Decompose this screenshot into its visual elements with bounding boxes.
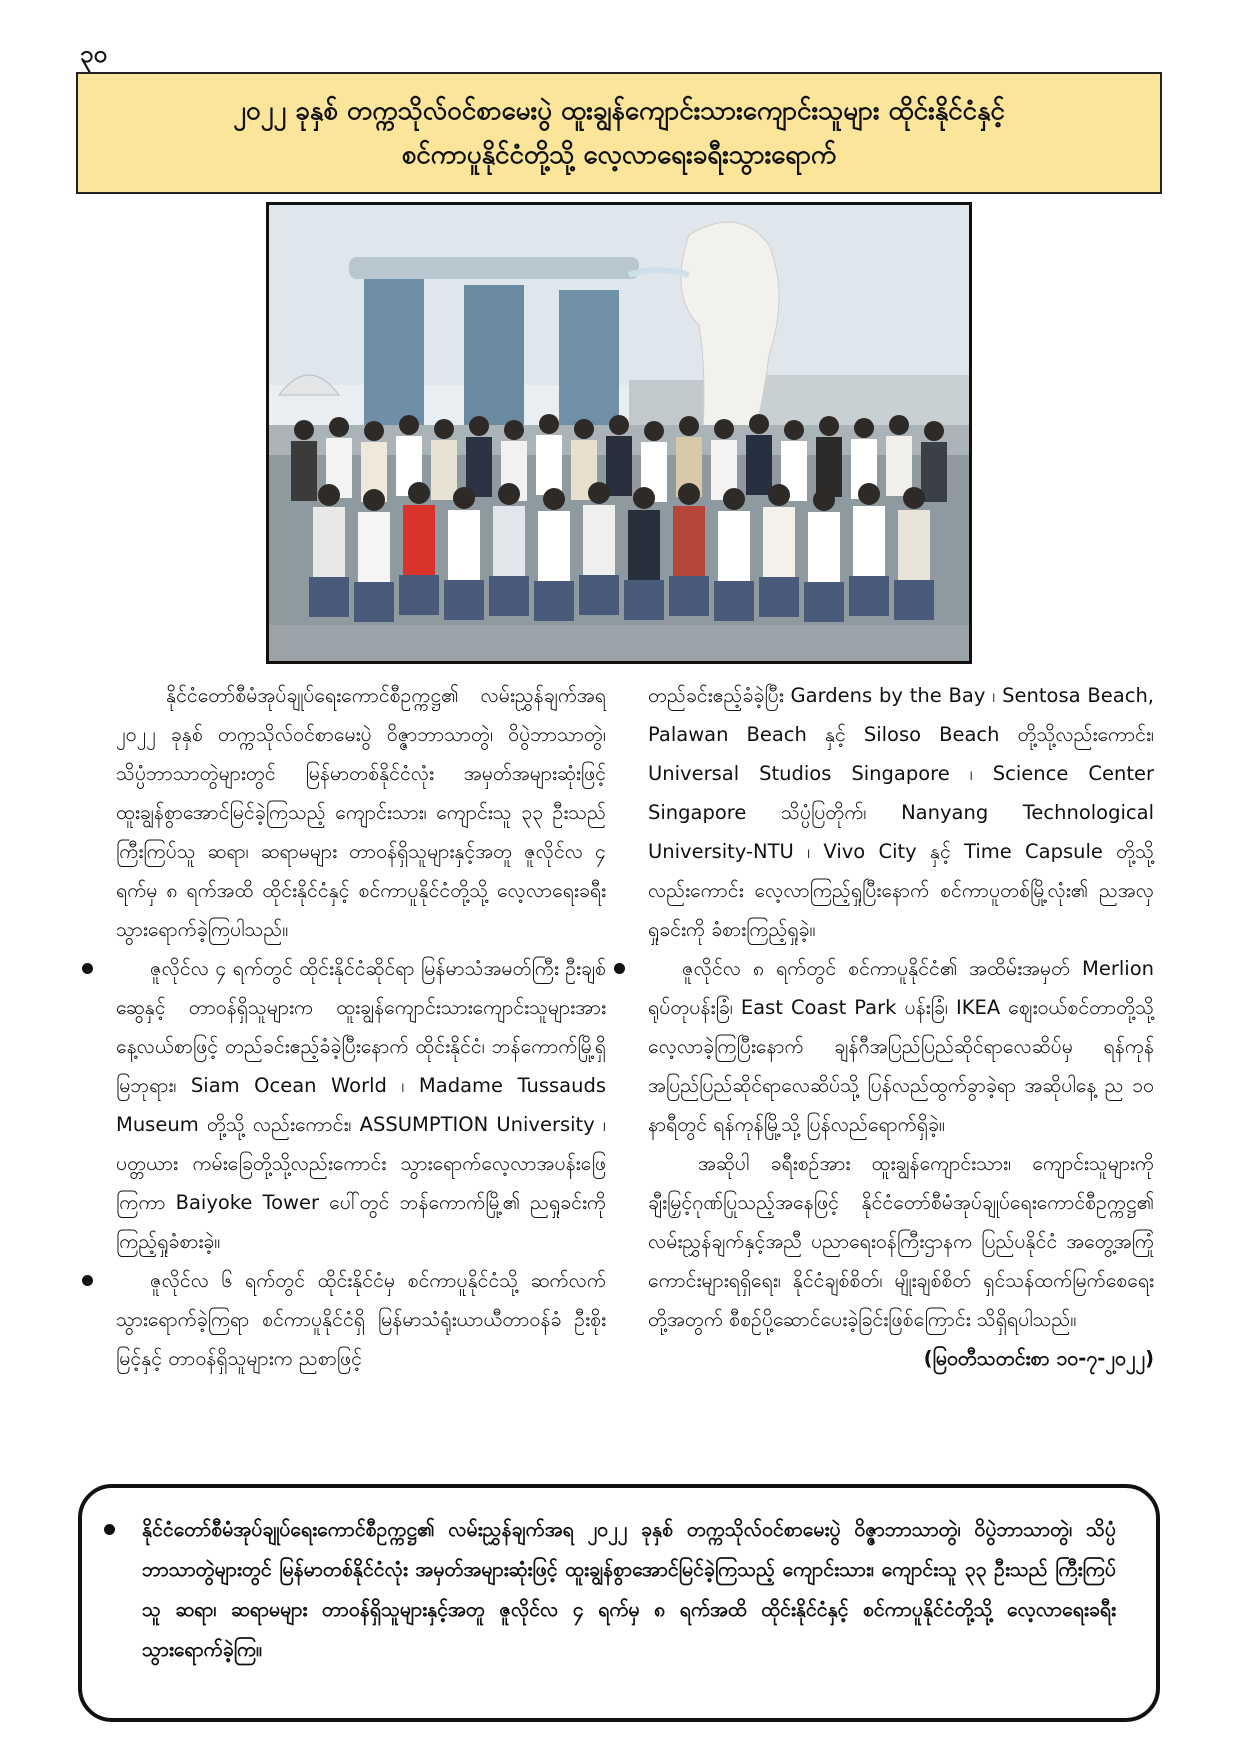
article-right-column [648, 676, 1154, 1378]
group-photo-illustration [269, 205, 969, 661]
list-item [648, 949, 1154, 1144]
title-line-2: စင်ကာပူနိုင်ငံတို့သို့ လေ့လာရေးခရီးသွားရောက် [401, 140, 837, 170]
article-left-column [116, 676, 606, 1378]
list-item [116, 949, 606, 1261]
page-number: ၃၀ [80, 40, 107, 68]
title-line-1: ၂၀၂၂ ခုနှစ် တက္ကသိုလ်ဝင်စာမေးပွဲ ထူးချွန်ကျောင်းသားကျောင်းသူများ ထိုင်းနိုင်ငံနှင့် [233, 96, 1005, 126]
summary-item [142, 1510, 1116, 1670]
continuation-paragraph: တည်ခင်းဧည့်ခံခဲ့ပြီး Gardens by the Bay ၊ Sentosa Beach, Palawan Beach နှင့် Siloso Beach တို့သို့လည်းကောင်း၊ Universal Studios Singapore ၊ Science Center Singapore သိပ္ပံပြတိုက်၊ Nanyang Technological University-NTU ၊ Vivo City နှင့် Time Capsule တို့သို့လည်းကောင်း လေ့လာကြည့်ရှုပြီးနောက် စင်ကာပူတစ်မြို့လုံး၏ ညအလှရှုခင်းကို ခံစားကြည့်ရှုခဲ့။ [648, 684, 1154, 941]
bullet-icon [82, 1275, 93, 1286]
intro-paragraph: နိုင်ငံတော်စီမံအုပ်ချုပ်ရေးကောင်စီဥက္ကဋ္ဌ၏ လမ်းညွှန်ချက်အရ ၂၀၂၂ ခုနှစ် တက္ကသိုလ်ဝင်စာမေးပွဲ ဝိဇ္ဇာဘာသာတွဲ၊ ဝိပွဲဘာသာတွဲ၊ သိပ္ပံဘာသာတွဲများတွင် မြန်မာတစ်နိုင်ငံလုံး အမှတ်အများဆုံးဖြင့် ထူးချွန်စွာအောင်မြင်ခဲ့ကြသည့် ကျောင်းသား၊ ကျောင်းသူ ၃၃ ဦးသည် ကြီးကြပ်သူ ဆရာ၊ ဆရာမများ တာဝန်ရှိသူများနှင့်အတူ ဇူလိုင်လ ၄ ရက်မှ ၈ ရက်အထိ ထိုင်းနိုင်ငံနှင့် စင်ကာပူနိုင်ငံတို့သို့ လေ့လာရေးခရီး သွားရောက်ခဲ့ကြပါသည်။ [116, 684, 606, 941]
bullet-text-july-4: ဇူလိုင်လ ၄ ရက်တွင် ထိုင်းနိုင်ငံဆိုင်ရာ မြန်မာသံအမတ်ကြီး ဦးချစ်ဆွေနှင့် တာဝန်ရှိသူများက ထူးချွန်ကျောင်းသားကျောင်းသူများအား နေ့လယ်စာဖြင့် တည်ခင်းဧည့်ခံခဲ့ပြီးနောက် ထိုင်းနိုင်ငံ၊ ဘန်ကောက်မြို့ရှိ မြဘုရား၊ Siam Ocean World ၊ Madame Tussauds Museum တို့သို့ လည်းကောင်း၊ ASSUMPTION University ၊ ပတ္တယား ကမ်းခြေတို့သို့လည်းကောင်း သွားရောက်လေ့လာအပန်းဖြေကြကာ Baiyoke Tower ပေါ်တွင် ဘန်ကောက်မြို့၏ ညရှုခင်းကို ကြည့်ရှုခံစားခဲ့။ [116, 957, 606, 1253]
title-banner [76, 72, 1162, 194]
group-photo [266, 202, 972, 664]
bullet-icon [82, 963, 93, 974]
summary-box [78, 1484, 1160, 1722]
summary-text: နိုင်ငံတော်စီမံအုပ်ချုပ်ရေးကောင်စီဥက္ကဋ္ဌ၏ လမ်းညွှန်ချက်အရ ၂၀၂၂ ခုနှစ် တက္ကသိုလ်ဝင်စာမေးပွဲ ဝိဇ္ဇာဘာသာတွဲ၊ ဝိပွဲဘာသာတွဲ၊ သိပ္ပံဘာသာတွဲများတွင် မြန်မာတစ်နိုင်ငံလုံး အမှတ်အများဆုံးဖြင့် ထူးချွန်စွာအောင်မြင်ခဲ့ကြသည့် ကျောင်းသား၊ ကျောင်းသူ ၃၃ ဦးသည် ကြီးကြပ်သူ ဆရာ၊ ဆရာမများ တာဝန်ရှိသူများနှင့်အတူ ဇူလိုင်လ ၄ ရက်မှ ၈ ရက်အထိ ထိုင်းနိုင်ငံနှင့် စင်ကာပူနိုင်ငံတို့သို့ လေ့လာရေးခရီး သွားရောက်ခဲ့ကြ။ [142, 1518, 1116, 1661]
list-item [116, 1261, 606, 1378]
bullet-text-july-8: ဇူလိုင်လ ၈ ရက်တွင် စင်ကာပူနိုင်ငံ၏ အထိမ်းအမှတ် Merlion ရုပ်တုပန်းခြံ၊ East Coast Park ပန်းခြံ၊ IKEA ဈေးဝယ်စင်တာတို့သို့ လေ့လာခဲ့ကြပြီးနောက် ချန်ဂီအပြည်ပြည်ဆိုင်ရာလေဆိပ်မှ ရန်ကုန်အပြည်ပြည်ဆိုင်ရာလေဆိပ်သို့ ပြန်လည်ထွက်ခွာခဲ့ရာ အဆိုပါနေ့ ည ၁၀ နာရီတွင် ရန်ကုန်မြို့သို့ ပြန်လည်ရောက်ရှိခဲ့။ [648, 957, 1154, 1136]
bullet-icon [104, 1524, 115, 1535]
bullet-text-july-6: ဇူလိုင်လ ၆ ရက်တွင် ထိုင်းနိုင်ငံမှ စင်ကာပူနိုင်ငံသို့ ဆက်လက်သွားရောက်ခဲ့ကြရာ စင်ကာပူနိုင်ငံရှိ မြန်မာသံရုံးယာယီတာဝန်ခံ ဦးစိုးမြင့်နှင့် တာဝန်ရှိသူများက ညစာဖြင့် [116, 1269, 606, 1370]
bullet-icon [614, 963, 625, 974]
news-source: (မြဝတီသတင်းစာ ၁၀-၇-၂၀၂၂) [923, 1347, 1154, 1370]
closing-paragraph: အဆိုပါ ခရီးစဉ်အား ထူးချွန်ကျောင်းသား၊ ကျောင်းသူများကို ချီးမြှင့်ဂုဏ်ပြုသည့်အနေဖြင့် နိုင်ငံတော်စီမံအုပ်ချုပ်ရေးကောင်စီဥက္ကဋ္ဌ၏ လမ်းညွှန်ချက်နှင့်အညီ ပညာရေးဝန်ကြီးဌာနက ပြည်ပနိုင်ငံ အတွေ့အကြုံကောင်းများရရှိရေး၊ နိုင်ငံချစ်စိတ်၊ မျိုးချစ်စိတ် ရှင်သန်ထက်မြက်စေရေးတို့အတွက် စီစဉ်ပို့ဆောင်ပေးခဲ့ခြင်းဖြစ်ကြောင်း သိရှိရပါသည်။ [648, 1152, 1154, 1331]
